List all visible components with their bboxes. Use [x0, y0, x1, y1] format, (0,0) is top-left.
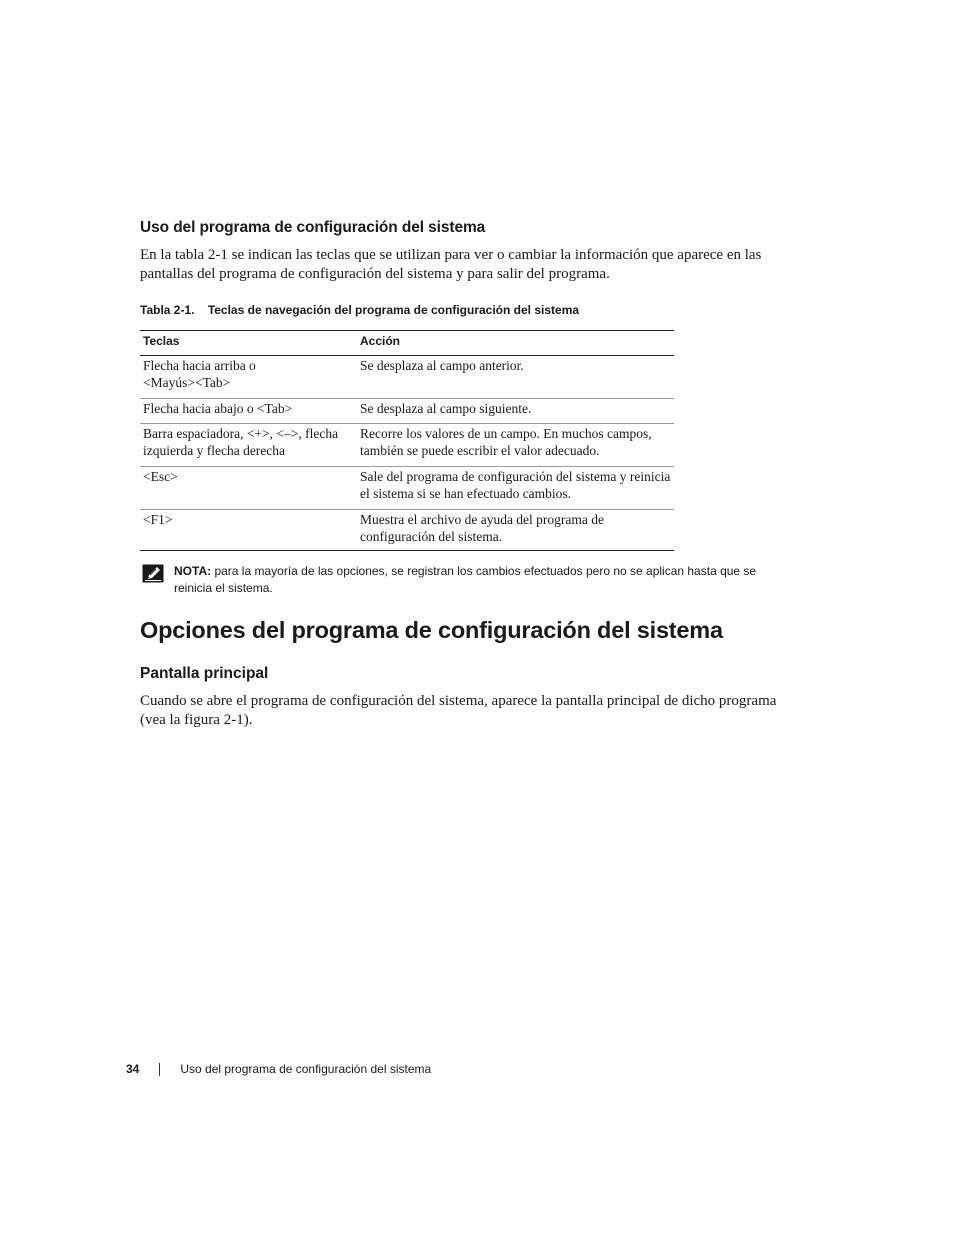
page-footer: [126, 1062, 431, 1076]
table-cell-keys: <F1>: [143, 512, 173, 527]
table-row: [140, 356, 674, 399]
table-caption-title: Teclas de navegación del programa de configuración del sistema: [207, 303, 580, 317]
table-cell-keys: Flecha hacia abajo o <Tab>: [143, 401, 293, 416]
table-row: [140, 467, 674, 510]
running-title: Uso del programa de configuración del sistema: [180, 1062, 432, 1076]
note-label: NOTA:: [174, 564, 212, 578]
table-header-action: Acción: [360, 334, 401, 348]
body-paragraph: Cuando se abre el programa de configuración del sistema, aparece la pantalla principal de dicho programa (vea la figura 2-1).: [140, 693, 777, 728]
table-row: [140, 399, 674, 424]
table-header-row: [140, 331, 674, 356]
navigation-keys-table: [140, 330, 674, 551]
sub-heading: Pantalla principal: [140, 665, 269, 682]
pencil-note-icon: [142, 564, 164, 583]
chapter-heading: Opciones del programa de configuración del sistema: [140, 617, 723, 643]
table-cell-action: Se desplaza al campo siguiente.: [360, 401, 532, 416]
table-row: [140, 424, 674, 467]
note: [174, 563, 794, 597]
note-text: para la mayoría de las opciones, se registran los cambios efectuados pero no se aplican hasta que se reinicia el sistema.: [174, 564, 757, 595]
table-cell-action: Recorre los valores de un campo. En muchos campos, también se puede escribir el valor adecuado.: [360, 426, 652, 458]
table-caption: [140, 303, 579, 317]
table-cell-keys: Flecha hacia arriba o <Mayús><Tab>: [143, 358, 256, 390]
table-caption-label: Tabla 2-1.: [140, 303, 195, 317]
intro-paragraph: En la tabla 2-1 se indican las teclas que se utilizan para ver o cambiar la información que aparece en las pantallas del programa de configuración del sistema y para salir del programa.: [140, 247, 762, 282]
table-cell-keys: Barra espaciadora, <+>, <–>, flecha izquierda y flecha derecha: [143, 426, 339, 458]
section-heading: Uso del programa de configuración del sistema: [140, 219, 486, 236]
footer-divider: [159, 1063, 160, 1076]
table-header-keys: Teclas: [143, 334, 180, 348]
table-cell-action: Se desplaza al campo anterior.: [360, 358, 524, 373]
table-cell-action: Muestra el archivo de ayuda del programa de configuración del sistema.: [360, 512, 605, 544]
table-cell-action: Sale del programa de configuración del sistema y reinicia el sistema si se han efectuado cambios.: [360, 469, 671, 501]
table-row: [140, 510, 674, 550]
table-cell-keys: <Esc>: [143, 469, 178, 484]
page-number: 34: [126, 1062, 140, 1076]
